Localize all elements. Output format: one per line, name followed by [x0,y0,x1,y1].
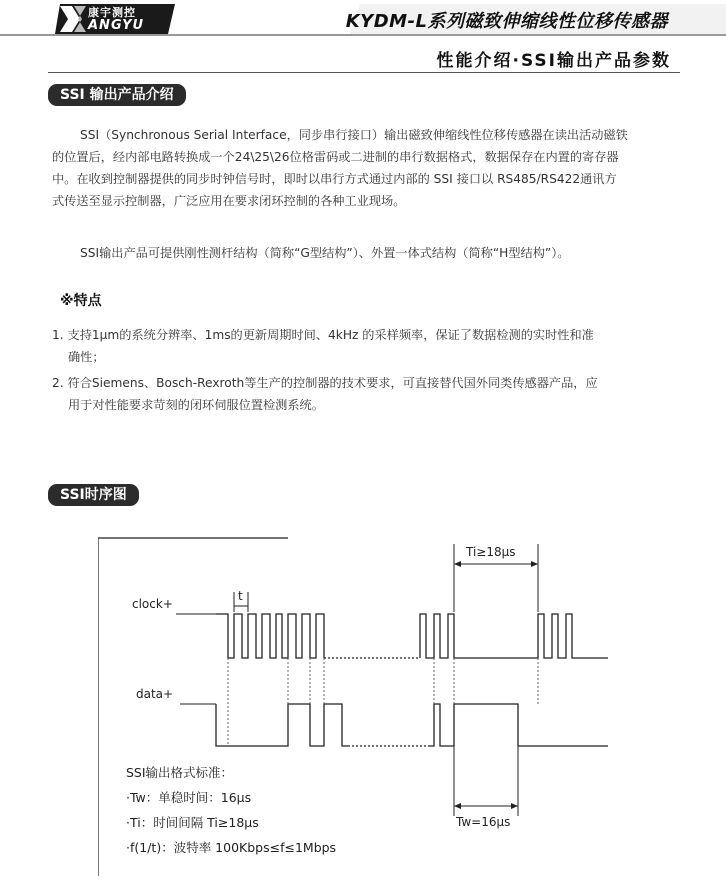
clock-signal [216,614,324,658]
data-signal-2 [428,704,608,746]
intro-line-1: SSI（Synchronous Serial Interface，同步串行接口）输出磁致伸缩线性位移传感器在读出活动磁铁 [80,128,628,142]
timing-heading: SSI时序图 [48,484,139,506]
intro-line-4: 式传送至显示控制器，广泛应用在要求闭环控制的各种工业现场。 [52,194,406,208]
company-logo [58,4,90,34]
data-signal [216,704,348,746]
tw-label: Tw=16μs [456,815,511,829]
feature-item-2: 2. 符合Siemens、Bosch-Rexroth等生产的控制器的技术要求，可直接替代国外同类传感器产品，应 [52,376,598,390]
company-name-cn: 康宇测控 [88,6,136,19]
intro-line-2: 的位置后，经内部电路转换成一个24\25\26位格雷码或二进制的串行数据格式，数据保存在内置的寄存器 [52,150,619,164]
feature-item-1-cont: 确性； [68,350,105,364]
section-divider [48,72,680,73]
format-tw: ·Tw：单稳时间：16μs [126,790,252,805]
clock-label: clock+ [132,597,173,611]
intro-heading: SSI 输出产品介绍 [48,84,186,106]
data-label: data+ [136,687,174,701]
feature-item-1: 1. 支持1μm的系统分辨率、1ms的更新周期时间、4kHz 的采样频率，保证了数据检测的实时性和准 [52,328,594,342]
ti-label: Ti≥18μs [466,545,516,559]
intro-paragraph-1 [52,124,692,212]
format-f: ·f(1/t)：波特率 100Kbps≤f≤1Mbps [126,840,337,855]
features-heading: ※特点 [60,293,102,309]
t-label: t [238,589,243,603]
clock-signal-2 [420,614,608,658]
features-list [52,324,692,416]
section-title: 性能介绍·SSI输出产品参数 [436,51,671,71]
format-standard [126,760,336,860]
intro-line-3: 中。在收到控制器提供的同步时钟信号时，即时以串行方式通过内部的 SSI 接口以 RS485/RS422通讯方 [52,172,617,186]
format-title: SSI输出格式标准： [126,765,234,780]
product-title: KYDM-L系列磁致伸缩线性位移传感器 [345,11,668,32]
company-name-en: ANGYU [88,18,145,33]
feature-item-2-cont: 用于对性能要求苛刻的闭环伺服位置检测系统。 [68,398,324,412]
format-ti: ·Ti：时间间隔 Ti≥18μs [126,815,259,830]
intro-paragraph-2: SSI输出产品可提供刚性测杆结构（简称“G型结构”）、外置一体式结构（简称“H型结构”）。 [80,246,570,260]
